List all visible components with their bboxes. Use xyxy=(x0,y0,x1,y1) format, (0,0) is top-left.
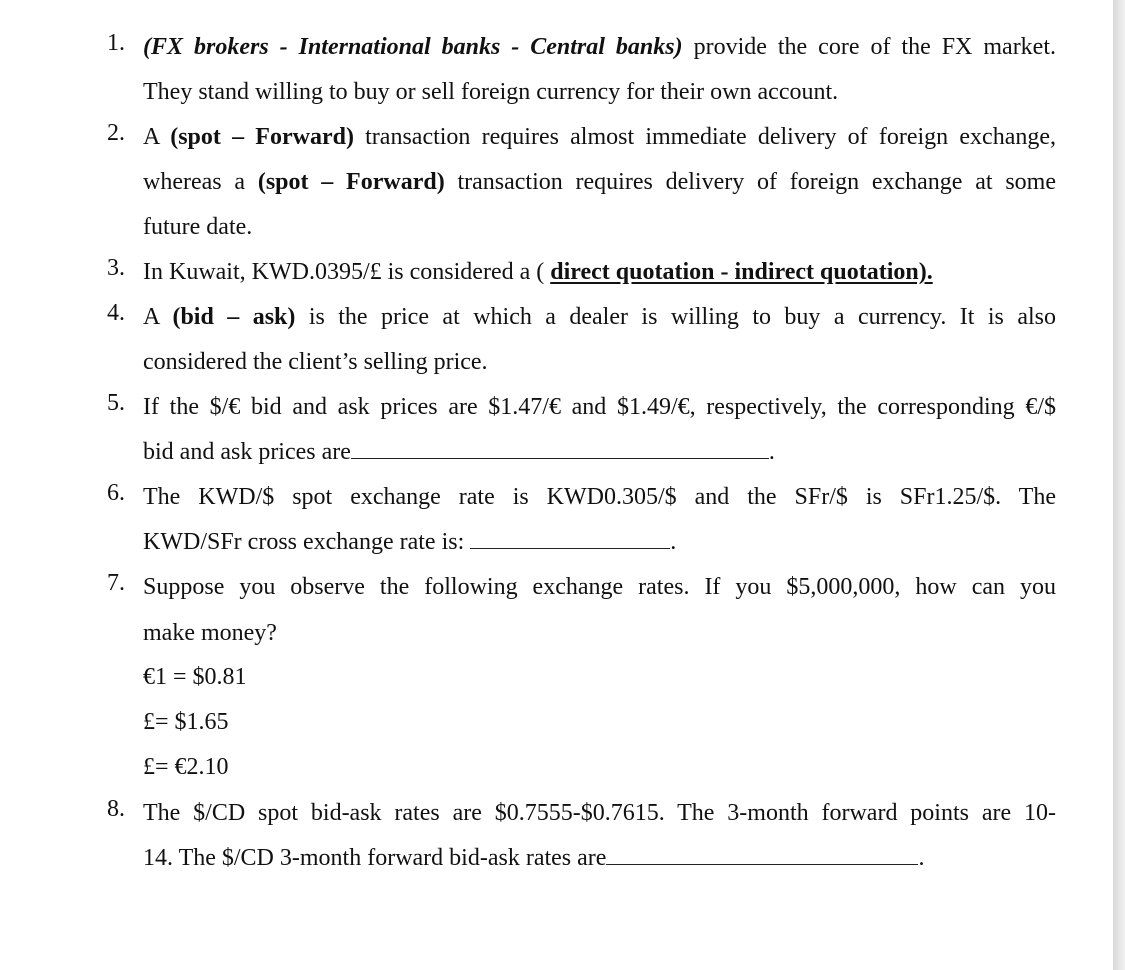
question-text-part: is the price at which a dealer is willing to buy a currency. It is also xyxy=(295,304,1056,330)
question-text: The KWD/$ spot exchange rate is KWD0.305/$ and the SFr/$ is SFr1.25/$. The xyxy=(143,484,1056,510)
question-number: 8. xyxy=(107,796,125,822)
exchange-rate-1: €1 = $0.81 xyxy=(143,664,247,690)
question-text: future date. xyxy=(143,214,253,240)
page-edge xyxy=(1113,0,1125,970)
answer-blank[interactable] xyxy=(606,842,918,865)
question-number: 4. xyxy=(107,300,125,326)
question-text: The $/CD spot bid-ask rates are $0.7555-$0.7615. The 3-month forward points are 10- xyxy=(143,800,1056,826)
question-number: 2. xyxy=(107,120,125,146)
question-text xyxy=(143,120,1056,154)
question-text-part: A xyxy=(143,304,173,330)
question-text xyxy=(143,30,1056,64)
question-text xyxy=(143,525,676,559)
exchange-rate-2: £= $1.65 xyxy=(143,709,229,735)
question-number: 1. xyxy=(107,30,125,56)
question-text xyxy=(143,165,1056,199)
options-text: (spot – Forward) xyxy=(257,169,445,195)
question-text: They stand willing to buy or sell foreign currency for their own account. xyxy=(143,79,839,105)
question-number: 6. xyxy=(107,480,125,506)
question-text: If the $/€ bid and ask prices are $1.47/€ and $1.49/€, respectively, the corresponding €/$ xyxy=(143,394,1056,420)
question-text xyxy=(143,255,933,289)
question-text-part: . xyxy=(918,845,925,871)
options-text: (spot – Forward) xyxy=(170,124,354,150)
question-number: 3. xyxy=(107,255,125,281)
question-text-part: . xyxy=(670,529,677,555)
question-number: 7. xyxy=(107,570,125,596)
question-text xyxy=(143,841,924,875)
question-text-part: . xyxy=(768,439,775,465)
answer-blank[interactable] xyxy=(470,526,670,549)
answer-blank[interactable] xyxy=(351,436,769,459)
question-text-part: transaction requires almost immediate delivery of foreign exchange, xyxy=(353,124,1056,150)
question-text-part: In Kuwait, KWD.0395/£ is considered a ( xyxy=(143,259,551,285)
question-text-part: bid and ask prices are xyxy=(143,439,351,465)
question-text xyxy=(143,435,775,469)
options-text: direct quotation - indirect quotation). xyxy=(550,259,933,285)
options-text: (FX brokers - International banks - Central banks) xyxy=(143,34,683,60)
question-text-part: provide the core of the FX market. xyxy=(682,34,1056,60)
options-text: (bid – ask) xyxy=(172,304,296,330)
exchange-rate-3: £= €2.10 xyxy=(143,754,229,780)
question-text-part: whereas a xyxy=(143,169,258,195)
question-text: Suppose you observe the following exchange rates. If you $5,000,000, how can you xyxy=(143,574,1056,600)
question-number: 5. xyxy=(107,390,125,416)
question-text: make money? xyxy=(143,620,277,646)
question-text: considered the client’s selling price. xyxy=(143,349,488,375)
question-text-part: 14. The $/CD 3-month forward bid-ask rates are xyxy=(143,845,607,871)
question-text-part: transaction requires delivery of foreign exchange at some xyxy=(444,169,1056,195)
question-text xyxy=(143,300,1056,334)
question-text-part: KWD/SFr cross exchange rate is: xyxy=(143,529,471,555)
question-text-part: A xyxy=(143,124,171,150)
